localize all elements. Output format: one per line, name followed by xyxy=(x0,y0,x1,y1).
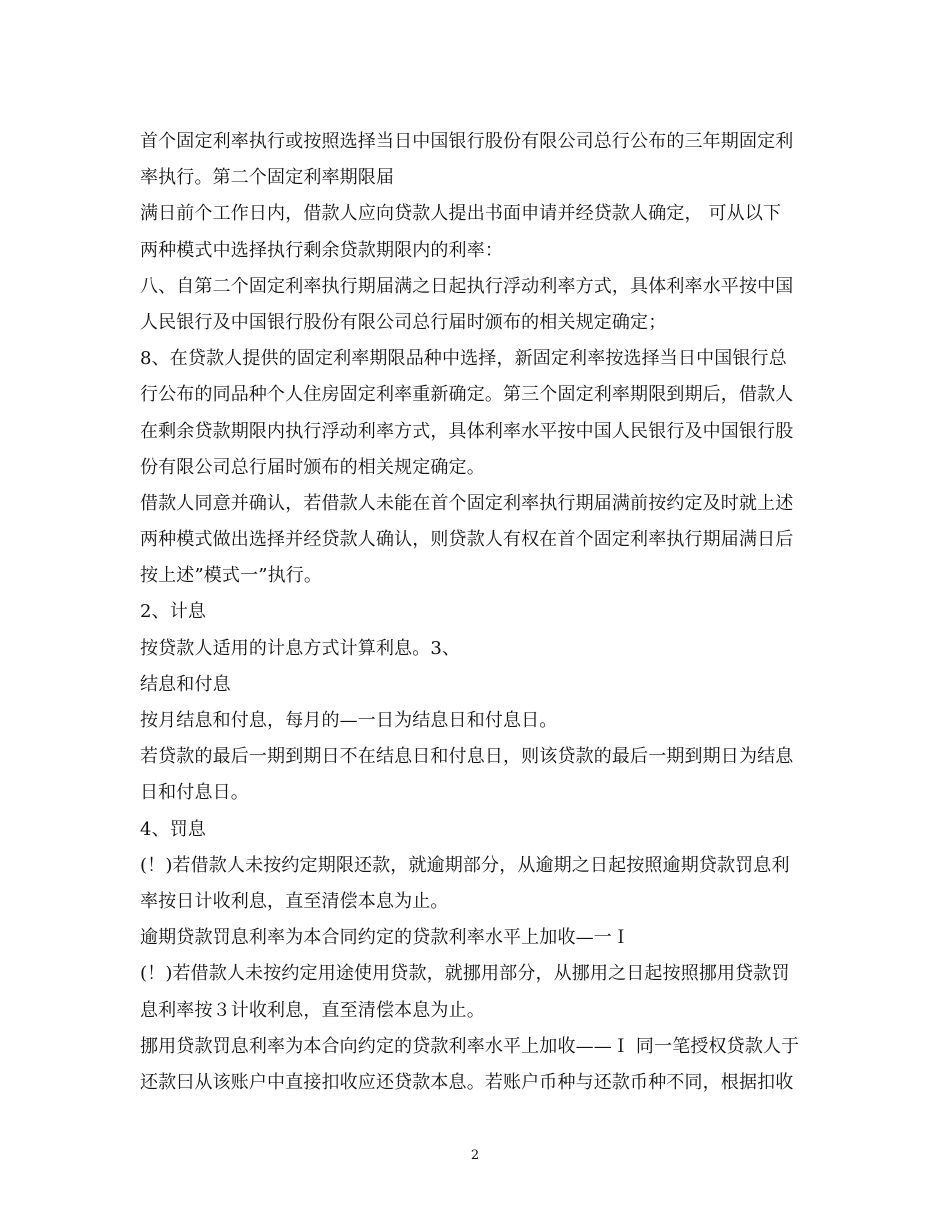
text-line: 两种模式中选择执行剩余贷款期限内的利率： xyxy=(140,239,503,261)
text-line: 按月结息和付息，每月的—一日为结息日和付息日。 xyxy=(140,710,558,731)
section-heading: 2、计息 xyxy=(140,601,207,623)
text-line: 借款人同意并确认，若借款人未能在首个固定利率执行期届满前按约定及时就上述 xyxy=(140,492,794,514)
text-line: 还款曰从该账户中直接扣收应还贷款本息。若账户币种与还款币种不同，根据扣收 xyxy=(140,1071,794,1093)
text-line: 人民银行及中国银行股份有限公司总行届时颁布的相关规定确定； xyxy=(140,311,667,333)
text-line: 按贷款人适用的计息方式计算利息。3、 xyxy=(140,637,461,659)
section-heading: 结息和付息 xyxy=(140,673,231,695)
text-line: 行公布的同品种个人住房固定利率重新确定。第三个固定利率期限到期后，借款人 xyxy=(140,384,794,406)
text-line: 满日前个工作日内，借款人应向贷款人提出书面申请并经贷款人确定， 可从以下 xyxy=(140,203,782,225)
text-line: 率执行。第二个固定利率期限届 xyxy=(140,167,395,189)
text-line: 逾期贷款罚息利率为本合同约定的贷款利率水平上加收—一Ｉ xyxy=(140,927,631,949)
text-line: 首个固定利率执行或按照选择当日中国银行股份有限公司总行公布的三年期固定利 xyxy=(140,131,794,152)
text-line: 按上述”模式一”执行。 xyxy=(140,565,323,587)
text-line: 挪用贷款罚息利率为本合向约定的贷款利率水平上加收——Ｉ 同一笔授权贷款人于 xyxy=(140,1035,800,1057)
text-line: 率按日计收利息，直至清偿本息为止。 xyxy=(140,890,449,912)
section-heading: 4、罚息 xyxy=(140,818,207,840)
text-line: 份有限公司总行届时颁布的相关规定确定。 xyxy=(140,456,485,478)
document-body xyxy=(140,124,812,1101)
text-line: 八、自第二个固定利率执行期届满之日起执行浮动利率方式，具体利率水平按中国 xyxy=(140,275,794,297)
text-line: 两种模式做出选择并经贷款人确认，则贷款人有权在首个固定利率执行期届满日后 xyxy=(140,529,794,551)
text-line: 日和付息日。 xyxy=(140,782,249,804)
text-line: 8、在贷款人提供的固定利率期限品种中选择，新固定利率按选择当日中国银行总 xyxy=(140,348,787,370)
text-line: 若贷款的最后一期到期日不在结息日和付息日，则该贷款的最后一期到期日为结息 xyxy=(140,746,794,768)
page-number: 2 xyxy=(470,1148,480,1163)
text-line: (！)若借款人未按约定用途使用贷款，就挪用部分，从挪用之日起按照挪用贷款罚 xyxy=(140,963,790,985)
text-line: 在剩余贷款期限内执行浮动利率方式，具体利率水平按中国人民银行及中国银行股 xyxy=(140,420,794,442)
text-line: 息利率按３计收利息，直至清偿本息为止。 xyxy=(140,999,485,1021)
text-line: (！)若借款人未按约定期限还款，就逾期部分，从逾期之日起按照逾期贷款罚息利 xyxy=(140,854,790,876)
